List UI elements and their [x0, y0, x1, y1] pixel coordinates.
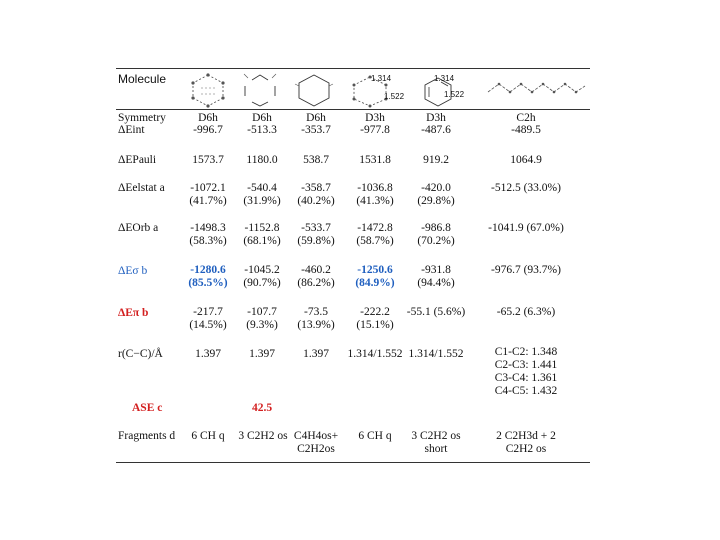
esigma-value: -931.8 (94.4%): [417, 264, 455, 289]
symmetry-value: D3h: [365, 112, 385, 124]
symmetry-value: D6h: [306, 112, 326, 124]
molecule-header: Molecule: [118, 72, 167, 86]
ase-label: ASE c: [132, 402, 163, 414]
eint-value: -513.3: [247, 124, 277, 136]
eelstat-value: -1072.1 (41.7%): [189, 182, 227, 207]
eint-value: -489.5: [511, 124, 541, 136]
fragments-value: 6 CH q: [358, 430, 392, 442]
epauli-value: 538.7: [303, 154, 329, 166]
symmetry-value: D6h: [198, 112, 218, 124]
eint-value: -487.6: [421, 124, 451, 136]
bond-length-long-a: 1.522: [384, 92, 405, 101]
eelstat-label: ΔEelstat a: [118, 182, 165, 194]
epi-value: -55.1 (5.6%): [406, 306, 466, 318]
rcc-value: 1.397: [249, 348, 275, 360]
epi-label: ΔEπ b: [118, 307, 149, 319]
eorb-label: ΔEOrb a: [118, 222, 159, 234]
top-rule: [116, 68, 590, 69]
esigma-label: ΔEσ b: [118, 265, 148, 277]
epauli-value: 1573.7: [192, 154, 224, 166]
symmetry-label: Symmetry: [118, 112, 166, 124]
esigma-value: -460.2 (86.2%): [297, 264, 335, 289]
eint-value: -977.8: [360, 124, 390, 136]
fragments-label: Fragments d: [118, 430, 176, 442]
rcc-c2h-line: C2-C3: 1.441: [494, 359, 558, 371]
symmetry-value: D3h: [426, 112, 446, 124]
epi-value: -73.5 (13.9%): [297, 306, 335, 331]
eorb-value: -986.8 (70.2%): [417, 222, 455, 247]
eorb-value: -1472.8 (58.7%): [356, 222, 394, 247]
eelstat-value: -1036.8 (41.3%): [356, 182, 394, 207]
benzene-c4h4-icon: [294, 72, 334, 108]
fragments-value: 3 C2H2 os short: [411, 430, 461, 455]
eelstat-value: -420.0 (29.8%): [417, 182, 455, 207]
rcc-label: r(C−C)/Å: [118, 348, 163, 360]
epauli-label: ΔEPauli: [118, 154, 157, 166]
esigma-value-highlight: -1280.6 (85.5%): [188, 264, 228, 289]
eelstat-value: -358.7 (40.2%): [297, 182, 335, 207]
bottom-rule: [116, 462, 590, 463]
fragments-value: 2 C2H3d + 2 C2H2 os: [496, 430, 556, 455]
symmetry-value: C2h: [516, 112, 536, 124]
eelstat-value: -512.5 (33.0%): [491, 182, 561, 194]
epauli-value: 1531.8: [359, 154, 391, 166]
esigma-value-highlight: -1250.6 (84.9%): [355, 264, 395, 289]
symmetry-value: D6h: [252, 112, 272, 124]
eint-value: -353.7: [301, 124, 331, 136]
header-rule: [116, 109, 590, 110]
rcc-value: 1.314/1.552: [347, 348, 403, 360]
bond-length-long-b: 1.522: [444, 90, 465, 99]
epauli-value: 1064.9: [510, 154, 542, 166]
fragments-value: C4H4os+ C2H2os: [293, 430, 339, 455]
bond-length-short-b: 1.314: [434, 74, 455, 83]
eorb-value: -533.7 (59.8%): [297, 222, 335, 247]
eint-label: ΔEint: [118, 124, 145, 136]
esigma-value: -976.7 (93.7%): [491, 264, 561, 276]
esigma-value: -1045.2 (90.7%): [243, 264, 281, 289]
bond-length-short-a: 1.314: [371, 74, 392, 83]
rcc-c2h-line: C4-C5: 1.432: [494, 385, 558, 397]
rcc-value: 1.397: [303, 348, 329, 360]
eorb-value: -1152.8 (68.1%): [243, 222, 281, 247]
benzene-ch-fragments-icon: [188, 72, 228, 108]
rcc-c2h-line: C1-C2: 1.348: [494, 346, 558, 358]
eelstat-value: -540.4 (31.9%): [243, 182, 281, 207]
benzene-c2h2-fragments-icon: [240, 72, 280, 108]
fragments-value: 6 CH q: [191, 430, 225, 442]
eorb-value: -1498.3 (58.3%): [189, 222, 227, 247]
linear-chain-icon: [484, 74, 588, 104]
epauli-value: 1180.0: [246, 154, 278, 166]
rcc-c2h-line: C3-C4: 1.361: [494, 372, 558, 384]
epi-value: -65.2 (6.3%): [496, 306, 556, 318]
epauli-value: 919.2: [423, 154, 449, 166]
epi-value: -222.2 (15.1%): [356, 306, 394, 331]
epi-value: -217.7 (14.5%): [189, 306, 227, 331]
data-table: [116, 68, 590, 463]
epi-value: -107.7 (9.3%): [246, 306, 278, 331]
rcc-value: 1.314/1.552: [408, 348, 464, 360]
fragments-value: 3 C2H2 os: [238, 430, 288, 442]
eint-value: -996.7: [193, 124, 223, 136]
eorb-value: -1041.9 (67.0%): [488, 222, 564, 234]
ase-value: 42.5: [251, 402, 273, 414]
rcc-value: 1.397: [195, 348, 221, 360]
